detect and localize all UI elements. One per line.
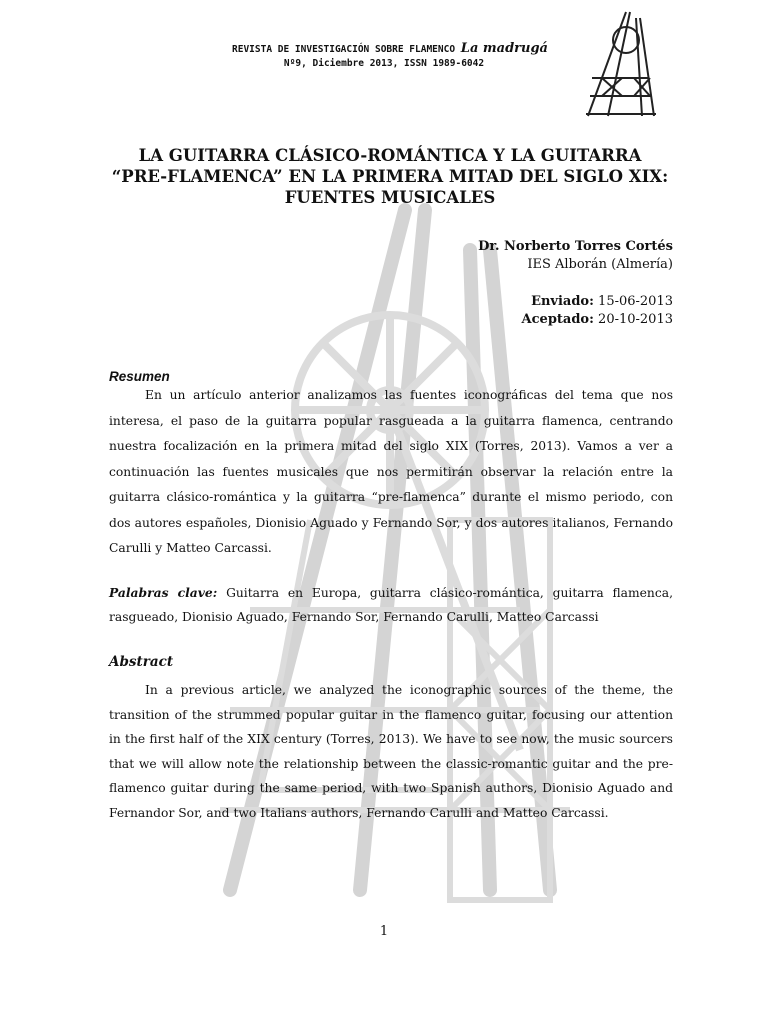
- sent-date: [522, 293, 673, 311]
- resumen-heading: Resumen: [109, 369, 170, 384]
- title-line-3: FUENTES MUSICALES: [284, 188, 496, 207]
- author-block: [478, 238, 673, 274]
- abstract-heading: Abstract: [109, 654, 174, 670]
- sent-value: 15-06-2013: [598, 294, 673, 309]
- keywords-label: Palabras clave:: [109, 585, 218, 600]
- author-name: Dr. Norberto Torres Cortés: [478, 239, 673, 254]
- accepted-date: [522, 311, 673, 329]
- dates-block: [522, 293, 673, 329]
- resumen-text: En un artículo anterior analizamos las fuentes iconográficas del tema que nos interesa, el paso de la guitarra popular rasgueada a la guitarra flamenca, centrando nuestra focalización en la primera mitad del siglo XIX (Torres, 2013). Vamos a ver a continuación las fuentes musicales que nos permitirán observar la relación entre la guitarra clásico-romántica y la guitarra “pre-flamenca” durante el mismo periodo, con dos autores españoles, Dionisio Aguado y Fernando Sor, y dos autores italianos, Fernando Carulli y Matteo Carcassi.: [109, 388, 673, 555]
- sent-label: Enviado:: [531, 294, 594, 309]
- keywords-block: [109, 581, 673, 629]
- journal-brand: La madrugá: [460, 41, 548, 56]
- title-line-1: LA GUITARRA CLÁSICO-ROMÁNTICA Y LA GUITARRA: [138, 146, 642, 165]
- accepted-value: 20-10-2013: [598, 312, 673, 327]
- author-affiliation: IES Alborán (Almería): [527, 257, 673, 272]
- journal-name: REVISTA DE INVESTIGACIÓN SOBRE FLAMENCO: [232, 44, 456, 55]
- journal-issue: Nº9, Diciembre 2013, ISSN 1989-6042: [283, 58, 485, 69]
- title-line-2: “PRE-FLAMENCA” EN LA PRIMERA MITAD DEL SIGLO XIX:: [111, 167, 669, 186]
- journal-title-line: [6, 42, 768, 57]
- paper-title: [100, 145, 680, 208]
- abstract-text: In a previous article, we analyzed the iconographic sources of the theme, the transition of the strummed popular guitar in the flamenco guitar, focusing our attention in the first half of the XIX century (Torres, 2013). We have to see now, the music sourcers that we will allow note the relationship between the classic-romantic guitar and the pre-flamenco guitar during the same period, with two Spanish authors, Dionisio Aguado and Fernandor Sor, and two Italians authors, Fernando Carulli and Matteo Carcassi.: [109, 683, 673, 820]
- journal-header: [0, 42, 768, 71]
- keywords-text: Guitarra en Europa, guitarra clásico-romántica, guitarra flamenca, rasgueado, Dionisio Aguado, Fernando Sor, Fernando Carulli, Matteo Carcassi: [109, 586, 673, 624]
- page-number: 1: [379, 924, 389, 939]
- accepted-label: Aceptado:: [521, 312, 594, 327]
